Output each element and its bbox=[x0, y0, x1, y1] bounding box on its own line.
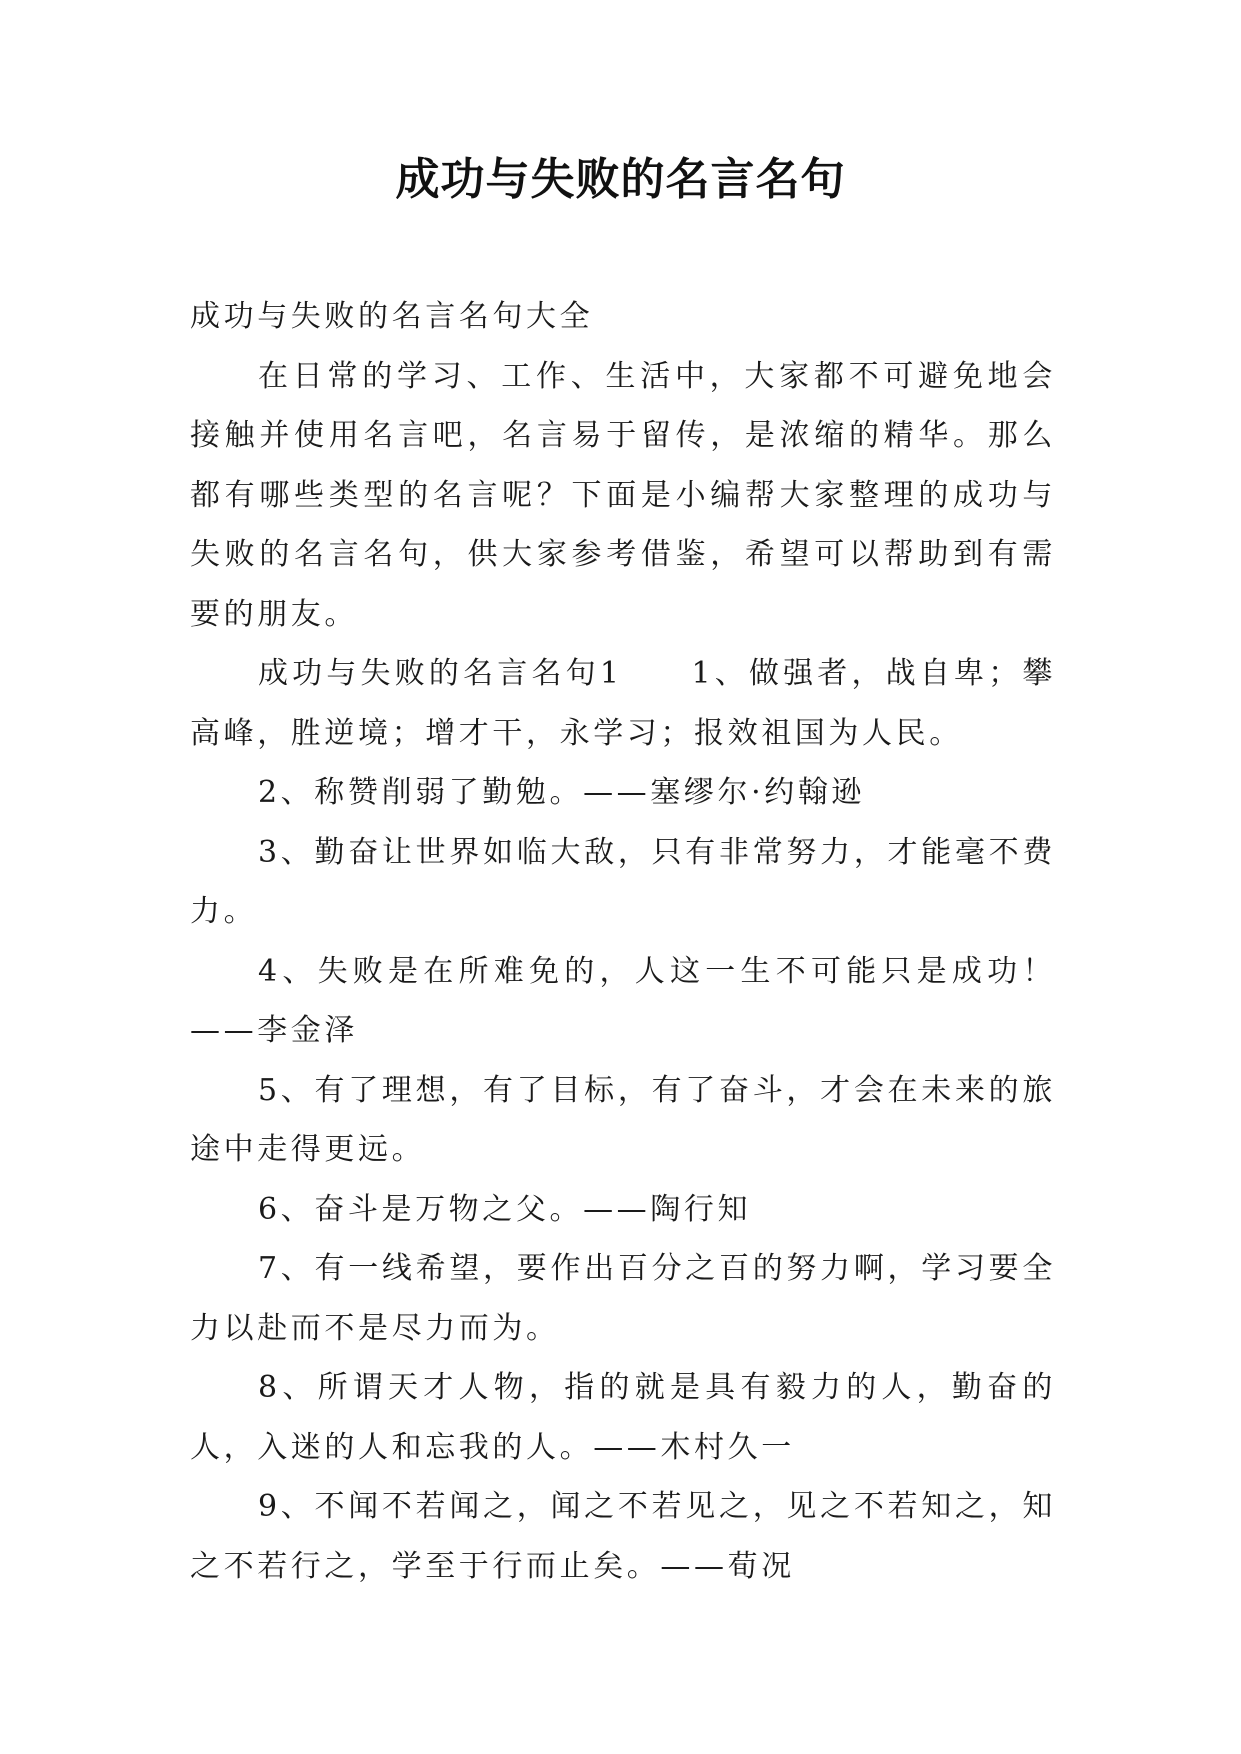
quote-paragraph-2: 2、称赞削弱了勤勉。——塞缪尔·约翰逊 bbox=[258, 775, 866, 810]
intro-paragraph: 在日常的学习、工作、生活中，大家都不可避免地会接触并使用名言吧，名言易于留传，是浓缩的精华。那么都有哪些类型的名言呢？下面是小编帮大家整理的成功与失败的名言名句，供大家参考借鉴，希望可以帮助到有需要的朋友。 bbox=[190, 358, 1056, 632]
quote-paragraph-3: 3、勤奋让世界如临大敌，只有非常努力，才能毫不费力。 bbox=[190, 834, 1056, 929]
quote-paragraph-1: 成功与失败的名言名句1 1、做强者，战自卑；攀高峰，胜逆境；增才干，永学习；报效祖国为人民。 bbox=[190, 656, 1056, 751]
quote-paragraph-6: 6、奋斗是万物之父。——陶行知 bbox=[258, 1191, 752, 1227]
quote-paragraph-8: 8、所谓天才人物，指的就是具有毅力的人，勤奋的人，入迷的人和忘我的人。——木村久一 bbox=[190, 1370, 1056, 1465]
document-title: 成功与失败的名言名句 bbox=[395, 154, 846, 205]
quote-paragraph-7: 7、有一线希望，要作出百分之百的努力啊，学习要全力以赴而不是尽力而为。 bbox=[190, 1251, 1056, 1346]
section-heading: 成功与失败的名言名句大全 bbox=[190, 299, 594, 334]
quote-paragraph-4: 4、失败是在所难免的，人这一生不可能只是成功！——李金泽 bbox=[190, 953, 1056, 1048]
document-body bbox=[190, 287, 1056, 1596]
quote-paragraph-5: 5、有了理想，有了目标，有了奋斗，才会在未来的旅途中走得更远。 bbox=[190, 1072, 1056, 1167]
quote-paragraph-9: 9、不闻不若闻之，闻之不若见之，见之不若知之，知之不若行之，学至于行而止矣。——荀况 bbox=[190, 1489, 1056, 1584]
